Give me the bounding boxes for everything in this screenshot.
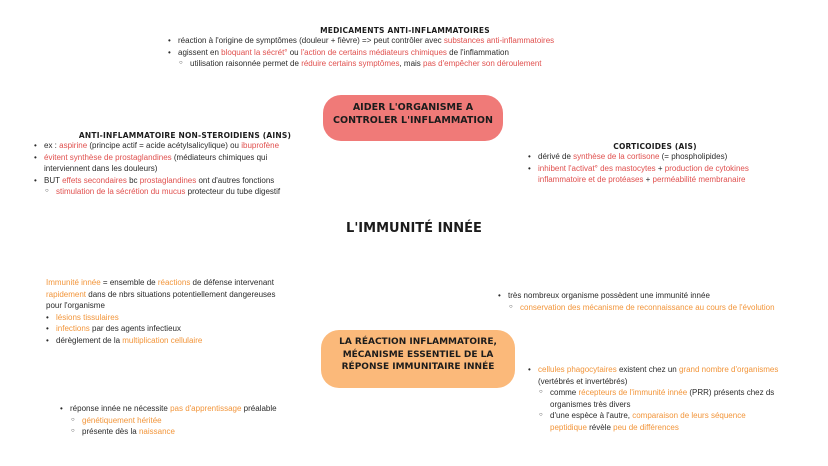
list-item: ○ comme récepteurs de l'immunité innée (PRR) présents chez ds organismes très divers (528, 387, 808, 410)
right-bottom-list (528, 364, 808, 433)
list-item: • lésions tissulaires (46, 312, 336, 324)
list-item: • inhibent l'activat° des mastocytes + production de cytokines inflammatoire et de protéases + perméabilité membranaire (528, 163, 798, 186)
list-item: • réaction à l'origine de symptômes (douleur + fièvre) => peut contrôler avec substances anti-inflammatoires (168, 35, 608, 47)
ais-heading: CORTICOIDES (AIS) (613, 142, 697, 151)
topic-pill-red (323, 95, 503, 141)
topic-pill-orange (321, 330, 515, 388)
ains-heading: ANTI-INFLAMMATOIRE NON-STEROIDIENS (AINS) (78, 131, 292, 140)
pill-line: LA RÉACTION INFLAMMATOIRE, (339, 337, 497, 347)
list-item: • cellules phagocytaires existent chez un grand nombre d'organismes (vertébrés et invertébrés) (528, 364, 808, 387)
list-item: ○ d'une espèce à l'autre, comparaison de leurs séquence peptidique révèle peu de différences (528, 410, 808, 433)
pill-line: CONTROLER L'INFLAMMATION (333, 115, 493, 126)
page-title: L'IMMUNITÉ INNÉE (346, 221, 482, 236)
list-item: ○ présente dès la naissance (60, 426, 340, 438)
list-item: • ex : aspirine (principe actif = acide acétylsalicylique) ou ibuprofène (34, 140, 324, 152)
pill-line: AIDER L'ORGANISME A (352, 102, 474, 113)
ais-list (528, 151, 798, 186)
text-line: Immunité innée = ensemble de réactions de défense intervenant (46, 278, 274, 287)
list-item: ○ stimulation de la sécrétion du mucus protecteur du tube digestif (34, 186, 324, 198)
text-line: pour l'organisme (46, 301, 105, 310)
right-mid-list (498, 290, 808, 313)
top-heading: MEDICAMENTS ANTI-INFLAMMATOIRES (320, 26, 490, 35)
list-item: • agissent en bloquant la sécrét° ou l'action de certains médiateurs chimiques de l'inflammation (168, 47, 608, 59)
list-item: • infections par des agents infectieux (46, 323, 336, 335)
list-item: ○ conservation des mécanisme de reconnaissance au cours de l'évolution (498, 302, 808, 314)
list-item: ○ utilisation raisonnée permet de réduire certains symptômes, mais pas d'empêcher son déroulement (168, 58, 608, 70)
innate-list (46, 312, 336, 347)
pill-line: RÉPONSE IMMUNITAIRE INNÉE (341, 362, 495, 372)
left-bottom-list (60, 403, 340, 438)
list-item: ○ génétiquement héritée (60, 415, 340, 427)
list-item: • dérivé de synthèse de la cortisone (= phospholipides) (528, 151, 798, 163)
list-item: • très nombreux organisme possèdent une immunité innée (498, 290, 808, 302)
list-item: • réponse innée ne nécessite pas d'apprentissage préalable (60, 403, 340, 415)
top-list (168, 35, 608, 70)
list-item: • BUT effets secondaires bc prostaglandines ont d'autres fonctions (34, 175, 324, 187)
list-item: • dérèglement de la multiplication cellulaire (46, 335, 336, 347)
list-item: • évitent synthèse de prostaglandines (médiateurs chimiques qui interviennent dans les douleurs) (34, 152, 324, 175)
ains-list (34, 140, 324, 198)
pill-line: MÉCANISME ESSENTIEL DE LA (342, 349, 494, 360)
innate-definition (46, 277, 336, 346)
text-line: rapidement dans de nbrs situations potentiellement dangereuses (46, 289, 276, 299)
